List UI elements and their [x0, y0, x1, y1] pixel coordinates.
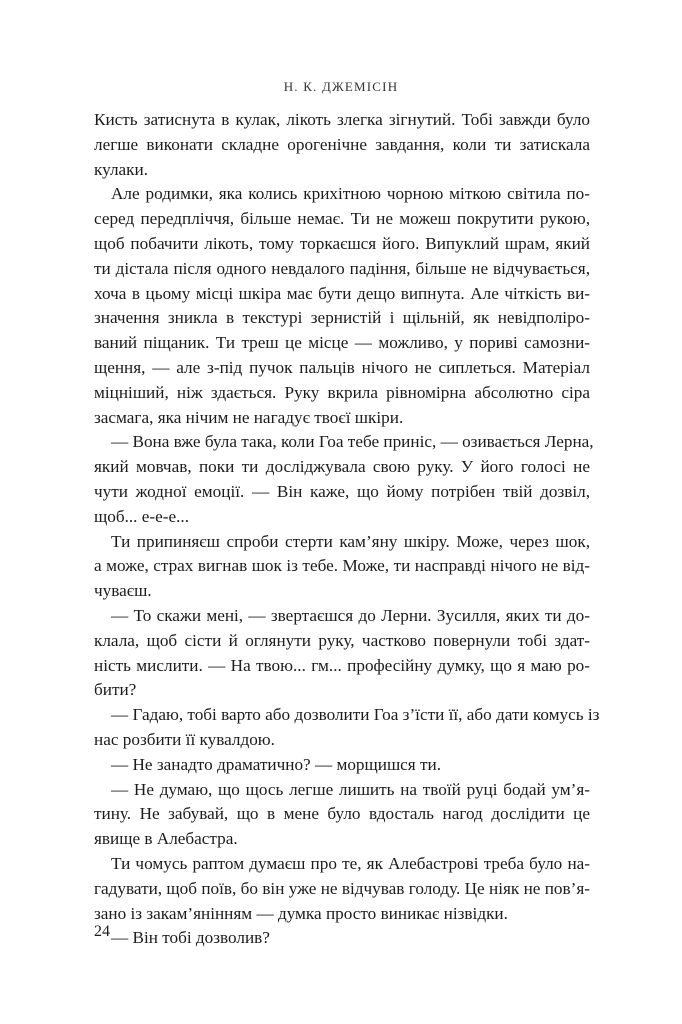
text-line: щоб... е-е-е... — [94, 506, 189, 526]
text-line: — Вона вже була така, коли Гоа тебе приніс, — озивається Лерна, — [111, 432, 594, 452]
text-line: бити? — [94, 680, 137, 700]
text-line: чути жодної емоції. — Він каже, що йому потрібен твій дозвіл, — [94, 481, 590, 501]
text-line: явище в Алебастра. — [94, 829, 238, 849]
text-line: Ти припиняєш спроби стерти кам’яну шкіру. Може, через шок, — [111, 531, 590, 551]
body-text — [94, 108, 600, 951]
text-line: — Він тобі дозволив? — [111, 928, 270, 948]
text-line: щоб побачити лікоть, тому торкаєшся його. Випуклий шрам, який — [94, 233, 590, 253]
text-line: — Не занадто драматично? — морщишся ти. — [111, 754, 442, 774]
text-line: нас розбити її кувалдою. — [94, 729, 275, 749]
text-line: — Не думаю, що щось легше лишить на твоїй руці бодай ум’я- — [111, 779, 590, 799]
page-number: 24 — [94, 923, 110, 940]
text-line: ваний піщаник. Ти треш це місце — можливо, у пориві самозни- — [94, 333, 590, 353]
text-line: значення зникла в текстурі зернистій і щільній, як невідполіро- — [94, 308, 590, 328]
text-line: — Гадаю, тобі варто або дозволити Гоа з’їсти її, або дати комусь із — [111, 705, 600, 725]
running-header: Н. К. ДЖЕМІСІН — [283, 79, 399, 94]
text-line: серед передпліччя, більше немає. Ти не можеш покрутити рукою, — [94, 209, 590, 229]
text-line: а може, страх вигнав шок із тебе. Може, ти насправді нічого не від- — [94, 556, 590, 576]
text-line: Кисть затиснута в кулак, лікоть злегка зігнутий. Тобі завжди було — [94, 110, 590, 129]
text-line: гадувати, щоб поїв, бо він уже не відчував голоду. Це ніяк не пов’я- — [94, 878, 590, 898]
text-line: тину. Не забувай, що в мене було вдосталь нагод дослідити це — [94, 804, 590, 824]
text-line: який мовчав, поки ти досліджувала свою руку. У його голосі не — [94, 457, 590, 477]
text-line: хоча в цьому місці шкіра має бути дещо випнута. Але чіткість ви- — [94, 283, 590, 303]
text-line: ність мислити. — На твою... гм... професійну думку, що я маю ро- — [94, 655, 590, 675]
text-line: зано із закам’янінням — думка просто виникає нізвідки. — [94, 903, 508, 923]
text-line: щення, — але з-під пучок пальців нічого не сиплеться. Матеріал — [94, 357, 590, 377]
text-line: Ти чомусь раптом думаєш про те, як Алебастрові треба було на- — [111, 853, 590, 873]
text-line: засмага, яка нічим не нагадує твоєї шкіри. — [94, 407, 404, 427]
text-line: міцніший, ніж здається. Руку вкрила рівномірна абсолютно сіра — [94, 382, 590, 402]
text-line: клала, щоб сісти й оглянути руку, частково повернули тобі здат- — [94, 630, 590, 650]
text-line: чуваєш. — [94, 581, 152, 601]
text-line: — То скажи мені, — звертаєшся до Лерни. Зусилля, яких ти до- — [111, 605, 590, 625]
text-line: Але родимки, яка колись крихітною чорною міткою світила по- — [111, 184, 590, 204]
text-line: кулаки. — [94, 159, 148, 179]
text-line: ти дістала після одного невдалого падіння, більше не відчувається, — [94, 258, 590, 278]
text-line: легше виконати складне орогенічне завдання, коли ти затискала — [94, 134, 590, 154]
